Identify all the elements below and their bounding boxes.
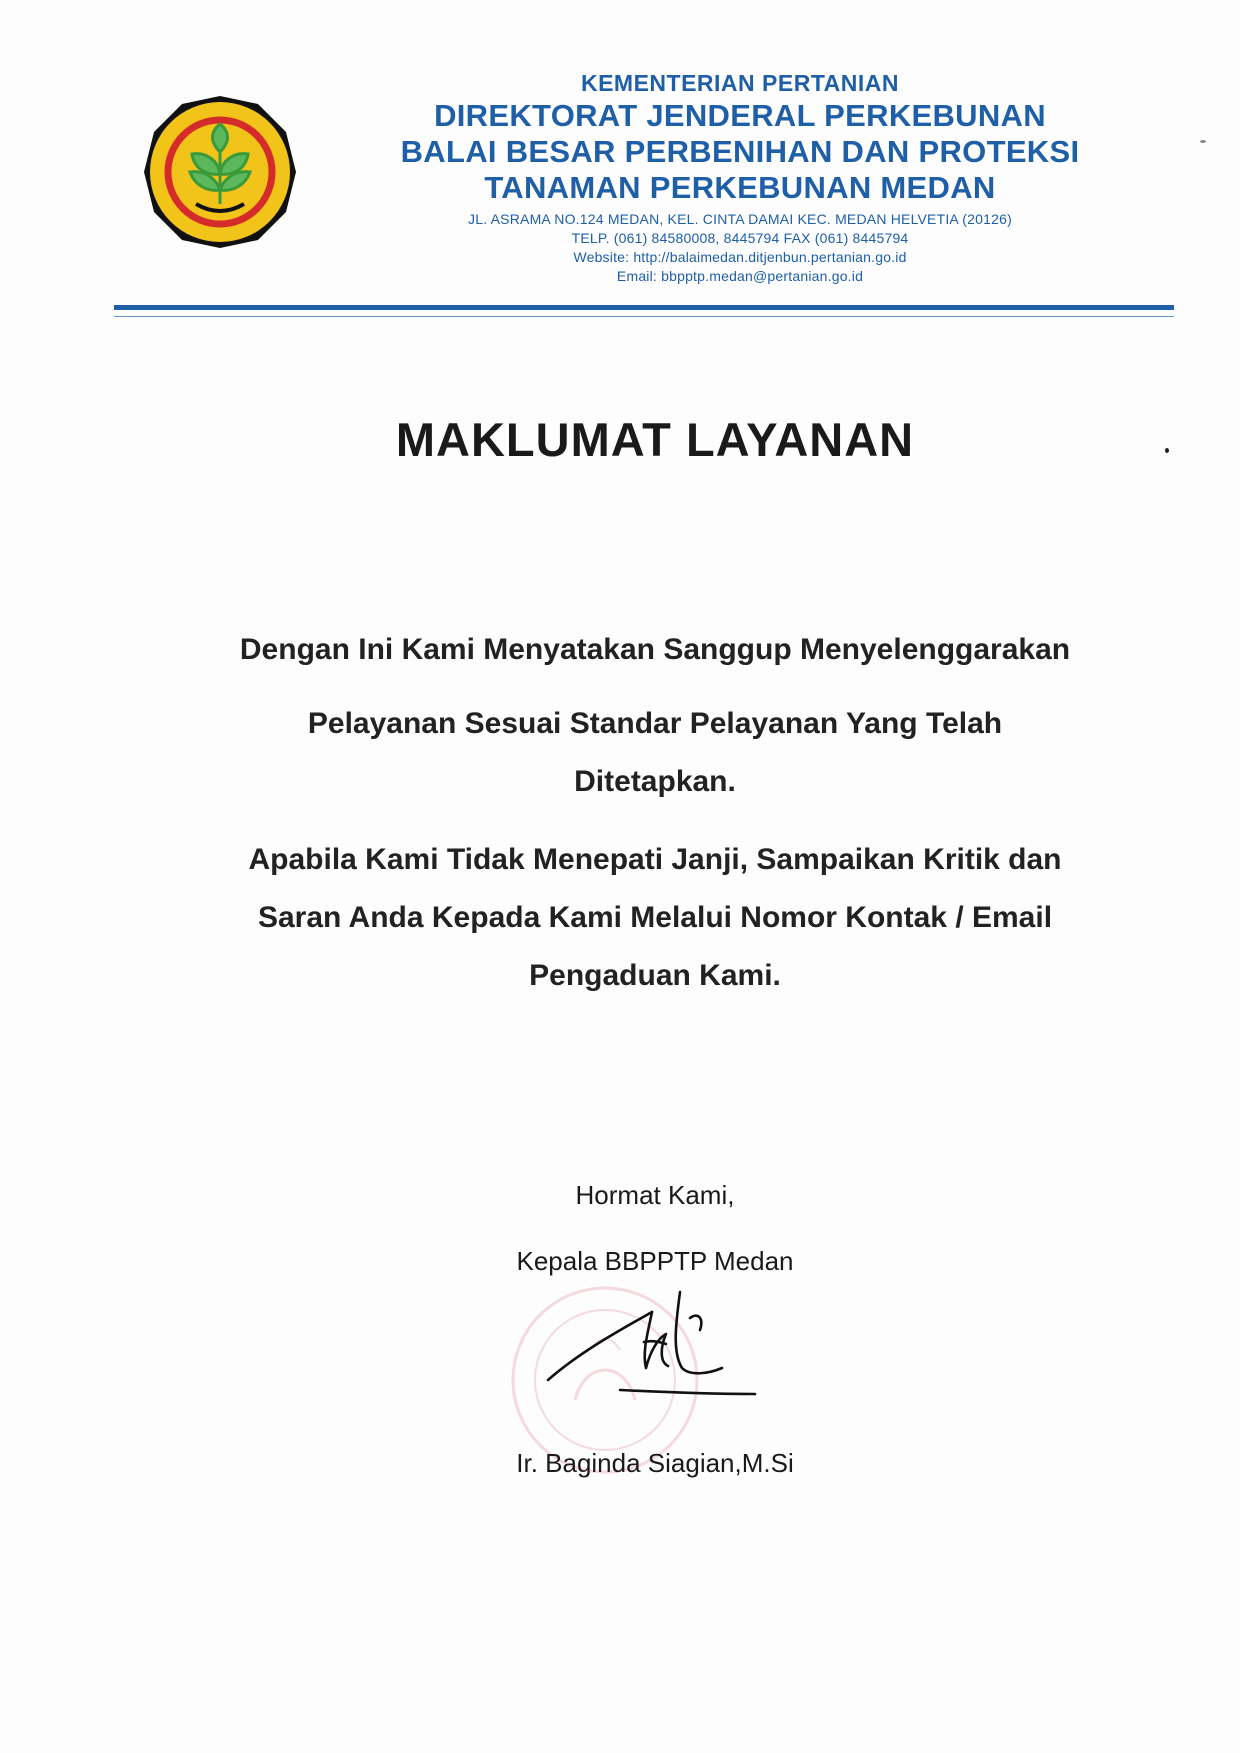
document-title: MAKLUMAT LAYANAN [395, 413, 915, 466]
phone-fax: TELP. (061) 84580008, 8445794 FAX (061) 8445794 [571, 230, 909, 246]
statement-line: Dengan Ini Kami Menyatakan Sanggup Menyelenggarakan [239, 633, 1071, 666]
website: Website: http://balaimedan.ditjenbun.pertanian.go.id [573, 249, 907, 265]
statement-complaint [160, 840, 1150, 1014]
statement-line: Saran Anda Kepada Kami Melalui Nomor Kontak / Email [257, 901, 1053, 934]
address: JL. ASRAMA NO.124 MEDAN, KEL. CINTA DAMAI KEC. MEDAN HELVETIA (20126) [468, 211, 1012, 227]
email: Email: bbpptp.medan@pertanian.go.id [616, 268, 864, 284]
statement-line: Apabila Kami Tidak Menepati Janji, Sampaikan Kritik dan [248, 843, 1062, 876]
institution-name-line1: BALAI BESAR PERBENIHAN DAN PROTEKSI [400, 134, 1080, 169]
signatory-position: Kepala BBPPTP Medan [516, 1246, 794, 1276]
statement-commitment [160, 630, 1150, 802]
letterhead-divider-thin [114, 316, 1174, 317]
directorate-name: DIREKTORAT JENDERAL PERKEBUNAN [434, 98, 1046, 133]
scan-speck [1165, 448, 1169, 453]
letterhead [345, 68, 1135, 286]
statement-line: Pelayanan Sesuai Standar Pelayanan Yang Telah [307, 707, 1003, 740]
institution-name-line2: TANAMAN PERKEBUNAN MEDAN [484, 170, 996, 205]
statement-line: Pengaduan Kami. [529, 959, 781, 992]
letterhead-divider-thick [114, 305, 1174, 310]
closing-regards: Hormat Kami, [575, 1180, 735, 1210]
signature-icon [540, 1282, 770, 1412]
signatory-name: Ir. Baginda Siagian,M.Si [516, 1448, 794, 1478]
statement-line: Ditetapkan. [574, 765, 736, 798]
ministry-emblem-icon [140, 92, 300, 252]
scan-speck [1200, 140, 1206, 143]
ministry-name: KEMENTERIAN PERTANIAN [580, 70, 900, 96]
